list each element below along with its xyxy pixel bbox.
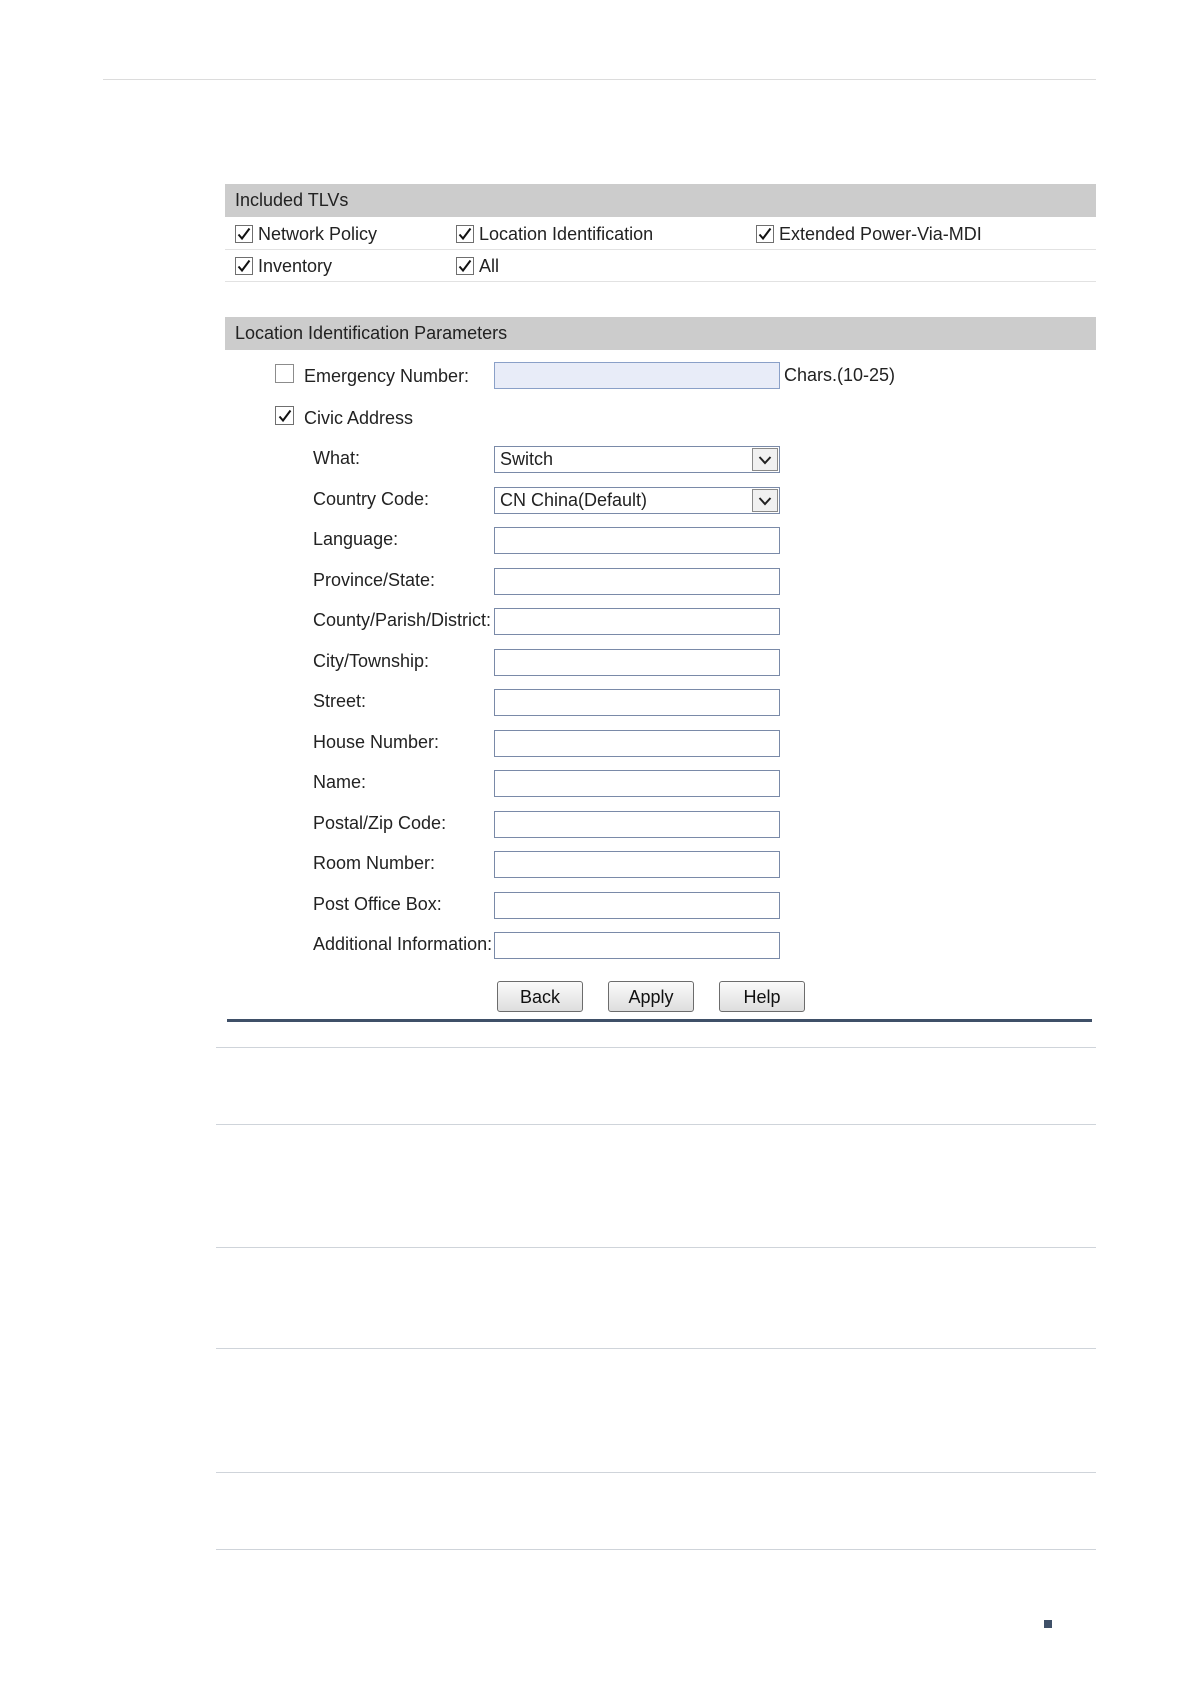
tlv-all[interactable] (456, 250, 499, 282)
checkbox-checked-icon[interactable] (235, 257, 253, 275)
post-office-box-input[interactable] (494, 892, 780, 919)
name-label: Name: (313, 772, 367, 792)
county-parish-district-input[interactable] (494, 608, 780, 635)
screenshot-bottom-rule (227, 1019, 1092, 1022)
language-input[interactable] (494, 527, 780, 554)
emergency-number-input[interactable] (494, 362, 780, 389)
tlv-label: Location Identification (479, 223, 654, 244)
house-number-label: House Number: (313, 732, 440, 752)
additional-information-input[interactable] (494, 932, 780, 959)
top-rule (103, 79, 1096, 80)
table-rule (216, 1348, 1096, 1349)
tlv-network-policy[interactable] (235, 218, 377, 250)
included-tlvs-header: Included TLVs (225, 184, 1096, 217)
language-label: Language: (313, 529, 399, 549)
tlv-label: All (479, 255, 500, 276)
civic-address-checkbox[interactable] (275, 406, 294, 425)
chevron-down-icon[interactable] (752, 489, 778, 512)
civic-address-label: Civic Address (304, 408, 414, 428)
tlv-label: Inventory (258, 255, 333, 276)
city-township-label: City/Township: (313, 651, 430, 671)
tlv-inventory[interactable] (235, 250, 332, 282)
table-rule (216, 1247, 1096, 1248)
post-office-box-label: Post Office Box: (313, 894, 442, 914)
apply-button[interactable]: Apply (608, 981, 694, 1012)
province-state-input[interactable] (494, 568, 780, 595)
emergency-number-checkbox[interactable] (275, 364, 294, 383)
checkbox-checked-icon[interactable] (235, 225, 253, 243)
page-marker (1044, 1620, 1052, 1628)
table-rule (216, 1124, 1096, 1125)
tlv-location-identification[interactable] (456, 218, 653, 250)
table-rule (216, 1549, 1096, 1550)
emergency-number-hint: Chars.(10-25) (784, 365, 896, 385)
emergency-number-label: Emergency Number: (304, 366, 470, 386)
what-label: What: (313, 448, 361, 468)
tlv-extended-power-via-mdi[interactable] (756, 218, 982, 250)
house-number-input[interactable] (494, 730, 780, 757)
checkbox-checked-icon[interactable] (756, 225, 774, 243)
checkbox-checked-icon[interactable] (456, 257, 474, 275)
country-code-select[interactable] (494, 487, 780, 514)
tlv-row-1 (225, 218, 1096, 250)
additional-information-label: Additional Information: (313, 934, 493, 954)
city-township-input[interactable] (494, 649, 780, 676)
back-button[interactable]: Back (497, 981, 583, 1012)
room-number-input[interactable] (494, 851, 780, 878)
help-button[interactable]: Help (719, 981, 805, 1012)
location-parameters-header: Location Identification Parameters (225, 317, 1096, 350)
what-selected-value: Switch (500, 449, 554, 469)
country-code-label: Country Code: (313, 489, 430, 509)
table-rule (216, 1047, 1096, 1048)
room-number-label: Room Number: (313, 853, 436, 873)
checkbox-checked-icon[interactable] (456, 225, 474, 243)
county-parish-district-label: County/Parish/District: (313, 610, 492, 630)
province-state-label: Province/State: (313, 570, 436, 590)
tlv-label: Network Policy (258, 223, 378, 244)
tlv-row-2 (225, 250, 1096, 282)
tlv-label: Extended Power-Via-MDI (779, 223, 982, 244)
country-code-selected-value: CN China(Default) (500, 490, 648, 510)
street-label: Street: (313, 691, 367, 711)
chevron-down-icon[interactable] (752, 448, 778, 471)
street-input[interactable] (494, 689, 780, 716)
postal-zip-code-input[interactable] (494, 811, 780, 838)
postal-zip-code-label: Postal/Zip Code: (313, 813, 447, 833)
name-input[interactable] (494, 770, 780, 797)
table-rule (216, 1472, 1096, 1473)
what-select[interactable] (494, 446, 780, 473)
